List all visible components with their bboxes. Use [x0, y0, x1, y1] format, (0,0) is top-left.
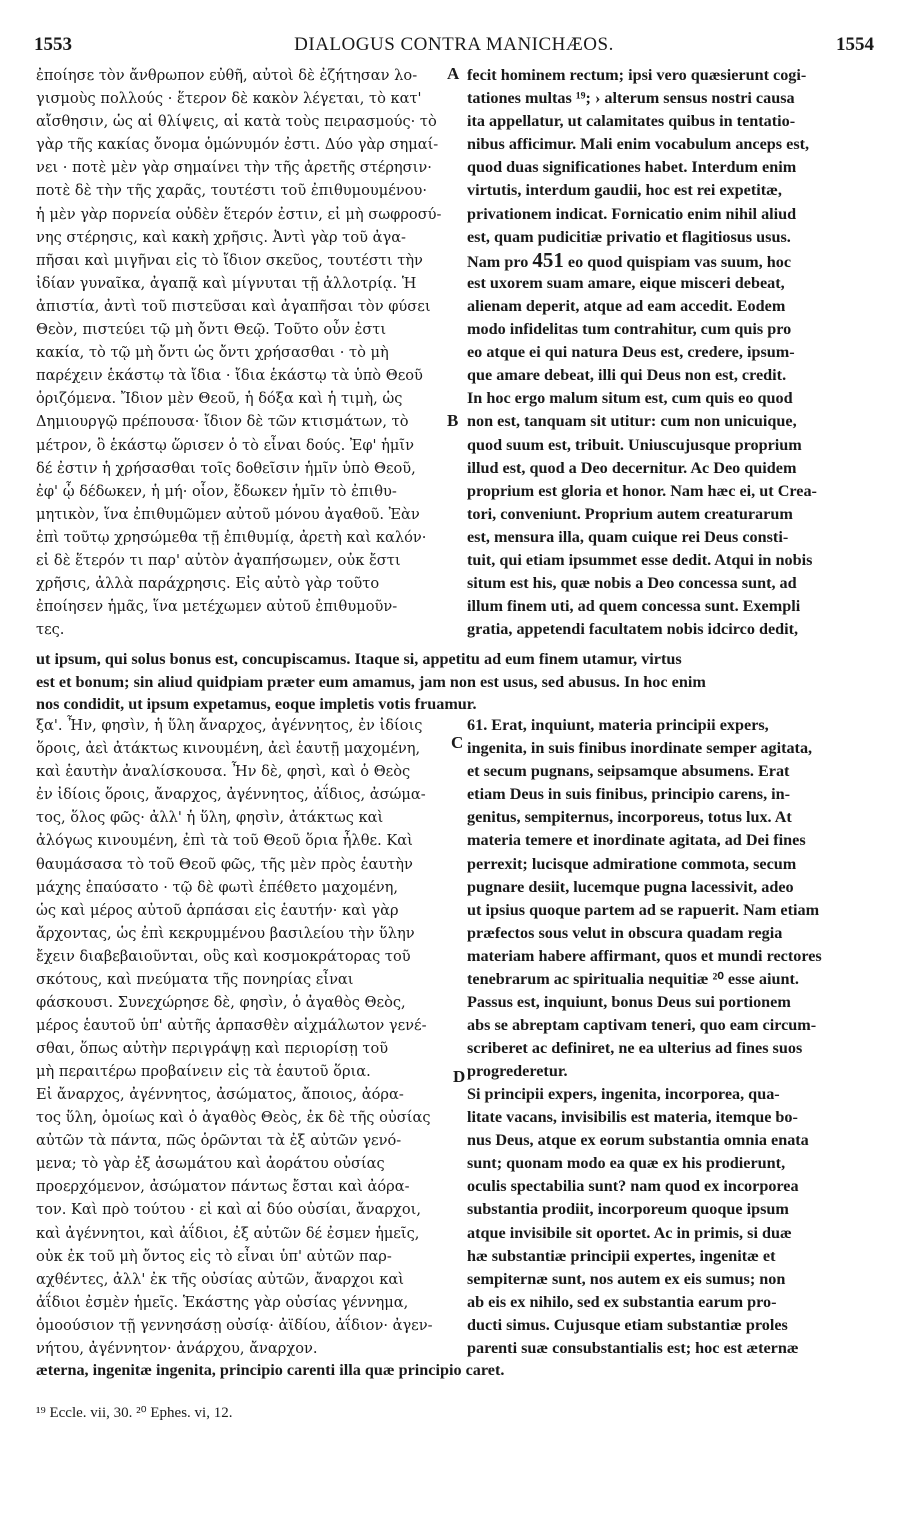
latin-text-line: nos condidit, ut ipsum expetamus, eoque impletis votis fruamur.: [36, 695, 477, 714]
greek-text-line: ἔχειν διαβεβαιοῦνται, οὓς καὶ κοσμοκράτορας τοῦ: [36, 947, 411, 965]
greek-text-line: φάσκουσι. Συνεχώρησε δὲ, φησὶν, ὁ ἀγαθὸς Θεὸς,: [36, 994, 406, 1012]
latin-column-block3: [467, 1083, 871, 1360]
greek-text-line: κακία, τὸ τῷ μὴ ὄντι ὡς ὄντι χρήσασθαι · τὸ μὴ: [36, 344, 389, 362]
latin-text-line: sempiternæ sunt, nos autem ex eis sumus; non: [467, 1269, 786, 1288]
page-header: [34, 34, 874, 60]
latin-text-line: eo atque ei qui natura Deus est, credere, ipsum-: [467, 343, 795, 362]
greek-text-line: νει · ποτὲ μὲν γὰρ σημαίνει τὴν τῆς ἀρετῆς στέρησιν·: [36, 159, 432, 177]
latin-text-line: Passus est, inquiunt, bonus Deus sui portionem: [467, 993, 791, 1012]
greek-text-line: ξα'. Ἦν, φησὶν, ἡ ὕλη ἄναρχος, ἀγέννητος, ἐν ἰδίοις: [36, 717, 423, 734]
greek-column-block1: [36, 64, 461, 641]
latin-text-line: sunt; quonam modo ea quæ ex his prodierunt,: [467, 1154, 786, 1173]
latin-text-line: est et bonum; sin aliud quidpiam præter eum amamus, jam non est usus, sed abusus. In hoc enim: [36, 672, 706, 691]
greek-text-line: Θεὸν, πιστεύει τῷ μὴ ὄντι Θεῷ. Τοῦτο οὖν ἐστι: [36, 321, 387, 339]
latin-text-line: materia temere et inordinate agitata, ad Dei fines: [467, 831, 806, 850]
latin-text-line: In hoc ergo malum situm est, cum quis eo quod: [467, 389, 793, 408]
latin-text-line: quod duas significationes habet. Interdum enim: [467, 158, 797, 177]
latin-text-line: tori, conveniunt. Proprium autem creaturarum: [467, 504, 793, 523]
latin-text-line: hæ substantiæ principii expertes, ingenitæ et: [467, 1246, 776, 1265]
latin-text-line: tenebrarum ac spiritualia nequitiæ ²⁰ esse aiunt.: [467, 970, 799, 989]
greek-text-line: ὡς καὶ μέρος αὐτοῦ ἁρπάσαι εἰς ἑαυτήν· καὶ γὰρ: [36, 901, 399, 919]
greek-text-line: σκότους, καὶ πνεύματα τῆς πονηρίας εἶναι: [36, 971, 354, 989]
latin-text-line: æterna, ingenitæ ingenita, principio carenti illa quæ principio caret.: [36, 1361, 505, 1379]
latin-text-line: ducti simus. Cujusque etiam substantiæ proles: [467, 1315, 788, 1334]
latin-text-line: atque invisibile sit oportet. Ac in primis, si duæ: [467, 1223, 792, 1242]
latin-text-line: non est, tanquam sit utitur: cum non unicuique,: [467, 412, 797, 431]
latin-text-line: que amare debeat, illi qui Deus non est, credit.: [467, 366, 787, 385]
greek-text-line: ἐφ' ᾧ δέδωκεν, ἡ μή· οἷον, ἔδωκεν ἡμῖν τὸ ἐπιθυ-: [36, 482, 397, 500]
greek-text-line: ὁριζόμενα. Ἴδιον μὲν Θεοῦ, ἡ δόξα καὶ ἡ τιμὴ, ὡς: [36, 390, 403, 408]
greek-text-line: Εἰ ἄναρχος, ἀγέννητος, ἀσώματος, ἄποιος, ἀόρα-: [36, 1086, 404, 1103]
greek-text-line: ποτὲ δὲ τὴν τῆς χαρᾶς, τουτέστι τοῦ ἐπιθυμουμένου·: [36, 182, 428, 200]
greek-text-line: γισμοὺς πολλούς · ἕτερον δὲ κακὸν λέγεται, τὸ κατ': [36, 90, 422, 108]
latin-text-line: scriberet ac definiret, ne ea ulterius ad fines suos: [467, 1039, 803, 1058]
greek-text-line: καὶ ἀγέννητοι, καὶ ἀΐδιοι, ἐξ αὐτῶν δέ ἐσμεν ἡμεῖς,: [36, 1224, 420, 1242]
latin-text-line: etiam Deus in suis finibus, principio carens, in-: [467, 785, 791, 804]
greek-text-line: εἰ δὲ ἕτερόν τι παρ' αὐτὸν ἀγαπήσωμεν, οὐκ ἔστι: [36, 551, 401, 569]
greek-column-block2: [36, 714, 464, 1084]
greek-text-line: ἀλόγως κινουμένη, ἐπὶ τὰ τοῦ Θεοῦ ὅρια ἦλθε. Καὶ: [36, 832, 413, 850]
greek-text-line: μὴ περαιτέρω προβαίνειν εἰς τὰ ἑαυτοῦ ὅρια.: [36, 1063, 371, 1081]
greek-text-line: ἐπὶ τοῦτῳ χρησώμεθα τῇ ἐπιθυμίᾳ, ἀρετὴ καὶ καλόν·: [36, 528, 427, 546]
greek-text-line: αἴσθησιν, ὡς αἱ θλίψεις, αἱ κατὰ τοὺς πειρασμούς· τὸ: [36, 113, 437, 131]
latin-fullwidth-block3: [36, 1359, 871, 1382]
latin-text-line: ab eis ex nihilo, sed ex substantia earum pro-: [467, 1292, 777, 1311]
latin-text-line: tationes multas ¹⁹; › alterum sensus nostri causa: [467, 89, 795, 108]
latin-text-line: oculis spectabilia sunt? nam quod ex incorporea: [467, 1177, 799, 1196]
latin-text-line: gratia, appetendi facultatem nobis idcirco dedit,: [467, 620, 799, 639]
greek-text-line: σθαι, ὅπως αὐτὴν περιγράψῃ καὶ περιορίσῃ τοῦ: [36, 1040, 389, 1058]
latin-text-line: modo infidelitas tum contrahitur, cum quis pro: [467, 320, 792, 339]
latin-text-line: fecit hominem rectum; ipsi vero quæsierunt cogi-: [467, 66, 807, 84]
margin-mark-c: C: [451, 733, 464, 752]
latin-text-line: situm est his, quæ nobis a Deo concessa sunt, ad: [467, 574, 797, 593]
right-page-number: 1554: [836, 34, 874, 55]
latin-text-line: perrexit; lucisque admiratione commota, secum: [467, 854, 797, 873]
greek-text-line: τον. Καὶ πρὸ τούτου · εἰ καὶ αἱ δύο οὐσίαι, ἄναρχοι,: [36, 1201, 422, 1219]
latin-text-line: ingenita, in suis finibus inordinate semper agitata,: [467, 739, 813, 758]
greek-text-line: μητικὸν, ἵνα ἐπιθυμῶμεν αὐτοῦ μόνου ἀγαθοῦ. Ἐὰν: [36, 505, 420, 523]
latin-text-line: materiam habere affirmant, quos et mundi rectores: [467, 946, 822, 965]
latin-text-line: est uxorem suam amare, eique misceri debeat,: [467, 273, 785, 292]
latin-text-line: privationem indicat. Fornicatio enim nihil aliud: [467, 204, 797, 223]
latin-text-line: virtutis, interdum gaudii, hoc est rei expetitæ,: [467, 181, 782, 200]
latin-text-line: litate vacans, invisibilis est materia, itemque bo-: [467, 1108, 798, 1127]
running-title: DIALOGUS CONTRA MANICHÆOS.: [294, 34, 614, 55]
latin-text-line: substantia prodiit, incorporeum quoque ipsum: [467, 1200, 789, 1219]
greek-text-line: πῆσαι καὶ μιγῆναι εἰς τὸ ἴδιον σκεῦος, τουτέστι τὴν: [36, 251, 423, 269]
greek-text-line: χρῆσις, ἀλλὰ παράχρησις. Εἰς αὐτὸ γὰρ τοῦτο: [36, 575, 380, 593]
latin-text-line: Si principii expers, ingenita, incorporea, qua-: [467, 1085, 780, 1103]
greek-text-line: ἀπιστία, ἀντὶ τοῦ πιστεῦσαι καὶ ἀγαπῆσαι τὸν φύσει: [36, 297, 431, 315]
latin-text-line: progrederetur.: [467, 1062, 568, 1081]
latin-text-line: ut ipsum, qui solus bonus est, concupiscamus. Itaque si, appetitu ad eum finem utamur, virtus: [36, 650, 682, 668]
latin-column-block1: [467, 64, 871, 641]
latin-text-line: est, quam pudicitiæ privatio et flagitiosus usus.: [467, 227, 791, 246]
greek-text-line: τες.: [36, 621, 65, 639]
latin-text-line: proprium est gloria et honor. Nam hæc ei, ut Crea-: [467, 481, 817, 500]
latin-text-line: est, mensura illa, quam cuique rei Deus consti-: [467, 527, 789, 546]
latin-text-line: illud est, quod a Deo decernitur. Ac Deo quidem: [467, 458, 797, 477]
latin-text-line: præfectos sous velut in obscura quadam regia: [467, 923, 783, 942]
latin-text-line: 61. Erat, inquiunt, materia principii expers,: [467, 716, 769, 734]
greek-text-line: μάχης ἐπαύσατο · τῷ δὲ φωτὶ ἐπέθετο μαχομένη,: [36, 878, 399, 896]
greek-text-line: προερχόμενον, ἀσώματον πάντως ἔσται καὶ ἀόρα-: [36, 1178, 410, 1196]
greek-text-line: αχθέντες, ἀλλ' ἐκ τῆς οὐσίας αὐτῶν, ἄναρχοι καὶ: [36, 1270, 404, 1288]
greek-text-line: παρέχειν ἑκάστῳ τὰ ἴδια · ἴδια ἑκάστῳ τὰ ὑπὸ Θεοῦ: [36, 367, 423, 385]
greek-text-line: οὐκ ἐκ τοῦ μὴ ὄντος εἰς τὸ εἶναι ὑπ' αὐτῶν παρ-: [36, 1247, 392, 1265]
latin-text-line: et secum pugnans, seipsamque absumens. Erat: [467, 762, 790, 781]
greek-text-line: μέτρον, ὃ ἑκάστῳ ὥρισεν ὁ τὸ εἶναι δούς. Ἐφ' ἡμῖν: [36, 436, 415, 454]
latin-fullwidth-block1: [36, 648, 871, 716]
latin-text-line: tuit, qui etiam ipsummet esse dedit. Atqui in nobis: [467, 550, 813, 569]
footnotes: ¹⁹ Eccle. vii, 30. ²⁰ Ephes. vi, 12.: [36, 1405, 233, 1421]
latin-text-line: pugnare desiit, lucemque pugna lacessivit, adeo: [467, 877, 794, 896]
greek-text-line: ἡ μὲν γὰρ πορνεία οὐδὲν ἕτερόν ἐστιν, εἰ μὴ σωφροσύ-: [36, 205, 442, 223]
latin-text-line: alienam deperit, atque ad eam accedit. Eodem: [467, 296, 786, 315]
margin-mark-d: D: [453, 1067, 466, 1086]
latin-text-line: parenti suæ consubstantialis est; hoc est æternæ: [467, 1339, 799, 1358]
margin-mark-a: A: [447, 64, 460, 83]
greek-text-line: τος, ὅλος φῶς· ἀλλ' ἡ ὕλη, φησὶν, ἀτάκτως καὶ: [36, 809, 384, 827]
greek-text-line: Δημιουργῷ πρέπουσα· ἴδιον δὲ τῶν κτισμάτων, τὸ: [36, 413, 409, 431]
latin-text-line: quod suum est, tribuit. Uniuscujusque proprium: [467, 435, 802, 454]
greek-text-line: νης στέρησις, καὶ κακὴ χρῆσις. Ἀντὶ γὰρ τοῦ ἀγα-: [36, 228, 406, 246]
greek-text-line: ἐποίησεν ἡμᾶς, ἵνα μετέχωμεν αὐτοῦ ἐπιθυμοῦν-: [36, 598, 398, 616]
latin-text-line: genitus, sempiternus, incorporeus, totus lux. At: [467, 808, 792, 827]
greek-text-line: ὁμοούσιον τῇ γεννησάσῃ οὐσίᾳ· ἀϊδίου, ἀΐδιον· ἀγεν-: [36, 1316, 433, 1334]
latin-text-line: illum finem uti, ad quem concessa sunt. Exempli: [467, 597, 801, 616]
greek-column-block3: [36, 1083, 461, 1360]
greek-text-line: δέ ἐστιν ἡ χρήσασθαι τοῖς δοθεῖσιν ἡμῖν ὑπὸ Θεοῦ,: [36, 459, 416, 477]
greek-text-line: νήτου, ἀγέννητον· ἀνάρχου, ἄναρχον.: [36, 1340, 318, 1358]
inline-page-number: 451: [532, 248, 564, 272]
greek-text-line: τος ὕλη, ὁμοίως καὶ ὁ ἀγαθὸς Θεὸς, ἐκ δὲ τῆς οὐσίας: [36, 1109, 431, 1127]
greek-text-line: αὐτῶν τὰ πάντα, πῶς ὁρῶνται τὰ ἐξ αὐτῶν γενό-: [36, 1132, 402, 1150]
latin-text-line: nibus afficimur. Mali enim vocabulum anceps est,: [467, 135, 810, 154]
greek-text-line: θαυμάσασα τὸ τοῦ Θεοῦ φῶς, τῆς μὲν πρὸς ἑαυτὴν: [36, 855, 413, 873]
greek-text-line: ἀΐδιοι ἐσμὲν ἡμεῖς. Ἑκάστης γὰρ οὐσίας γέννημα,: [36, 1293, 409, 1311]
latin-text-line: Nam pro 451 eo quod quispiam vas suum, hoc: [467, 248, 792, 272]
greek-text-line: μενα; τὸ γὰρ ἐξ ἀσωμάτου καὶ ἀοράτου οὐσίας: [36, 1155, 385, 1173]
greek-text-line: μέρος ἑαυτοῦ ὑπ' αὐτῆς ἁρπασθὲν αἰχμάλωτον γενέ-: [36, 1017, 427, 1035]
greek-text-line: ἄρχοντας, ὡς ἐπὶ κεκρυμμένου βασιλείου τὴν ὕλην: [36, 924, 415, 942]
left-page-number: 1553: [34, 34, 72, 55]
greek-text-line: καὶ ἑαυτὴν ἀναλίσκουσα. Ἦν δὲ, φησὶ, καὶ ὁ Θεὸς: [36, 763, 411, 781]
greek-text-line: γὰρ τῆς κακίας ὄνομα ὁμώνυμόν ἐστι. Δύο γὰρ σημαί-: [36, 136, 439, 154]
greek-text-line: ἐποίησε τὸν ἄνθρωπον εὐθῆ, αὐτοὶ δὲ ἐζήτησαν λο-: [36, 67, 418, 84]
latin-text-line: ita appellatur, ut calamitates quibus in tentatio-: [467, 112, 796, 131]
latin-text-line: ut ipsius quoque partem ad se rapuerit. Nam etiam: [467, 900, 820, 919]
greek-text-line: ἐν ἰδίοις ὅροις, ἄναρχος, ἀγέννητος, ἀΐδιος, ἀσώμα-: [36, 786, 426, 804]
margin-mark-b: B: [447, 411, 459, 430]
greek-text-line: ἰδίαν γυναῖκα, ἀγαπᾷ καὶ μίγνυται τῇ ἀλλοτρίᾳ. Ἡ: [36, 274, 417, 292]
greek-text-line: ὅροις, ἀεὶ ἀτάκτως κινουμένη, ἀεὶ ἑαυτῇ μαχομένη,: [36, 740, 421, 758]
latin-text-line: abs se abreptam captivam teneri, quo eam circum-: [467, 1016, 817, 1035]
latin-text-line: nus Deus, atque ex eorum substantia omnia enata: [467, 1131, 809, 1150]
latin-column-block2: [467, 714, 871, 1084]
